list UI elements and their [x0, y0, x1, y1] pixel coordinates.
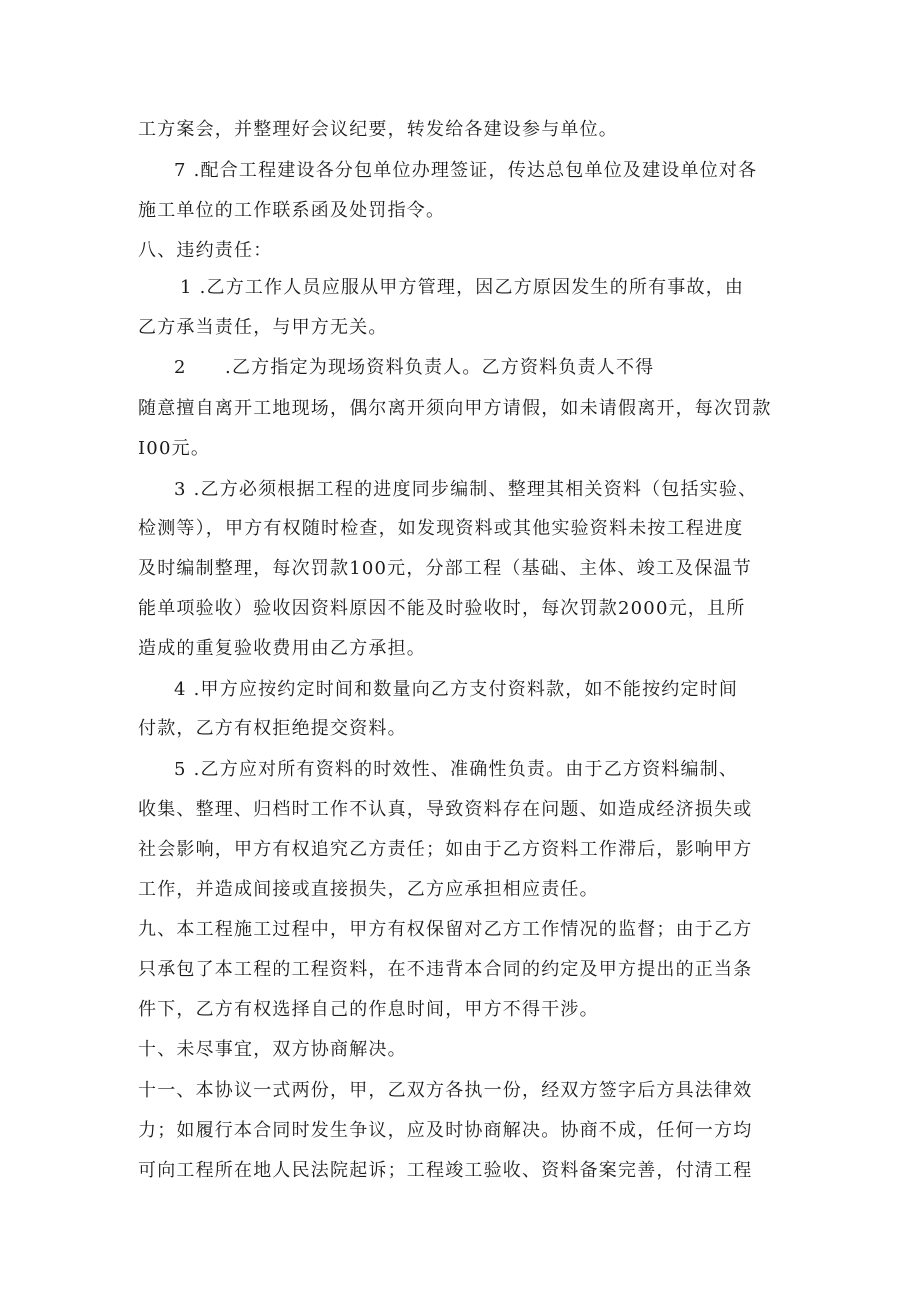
text-line: 能单项验收）验收因资料原因不能及时验收时，每次罚款2000元，且所 [138, 598, 746, 619]
text-line: 收集、整理、归档时工作不认真，导致资料存在问题、如造成经济损失或 [138, 799, 753, 820]
text-line: 7 .配合工程建设各分包单位办理签证，传达总包单位及建设单位对各 [174, 160, 758, 181]
text-line: 只承包了本工程的工程资料，在不违背本合同的约定及甲方提出的正当条 [138, 959, 753, 980]
text-line: 2 .乙方指定为现场资料负责人。乙方资料负责人不得 [174, 357, 655, 378]
text-line: 3 .乙方必须根据工程的进度同步编制、整理其相关资料（包括实验、 [174, 479, 758, 500]
text-line: I00元。 [138, 438, 211, 459]
text-line: 造成的重复验收费用由乙方承担。 [138, 638, 426, 659]
section-heading: 八、违约责任： [138, 240, 273, 261]
text-line: 1 .乙方工作人员应服从甲方管理，因乙方原因发生的所有事故，由 [180, 277, 745, 298]
text-line: 乙方承当责任，与甲方无关。 [138, 317, 388, 338]
text-line: 检测等），甲方有权随时检查，如发现资料或其他实验资料未按工程进度 [138, 518, 744, 539]
text-line: 工方案会，并整理好会议纪要，转发给各建设参与单位。 [138, 119, 618, 140]
text-line: 力；如履行本合同时发生争议，应及时协商解决。协商不成，任何一方均 [138, 1120, 753, 1141]
text-line: 工作，并造成间接或直接损失，乙方应承担相应责任。 [138, 879, 599, 900]
text-line: 付款，乙方有权拒绝提交资料。 [138, 718, 407, 739]
text-line: 社会影响，甲方有权追究乙方责任；如由于乙方资料工作滞后，影响甲方 [138, 839, 753, 860]
text-line: 可向工程所在地人民法院起诉；工程竣工验收、资料备案完善，付清工程 [138, 1160, 753, 1181]
section-heading: 十、未尽事宜，双方协商解决。 [138, 1039, 407, 1060]
text-line: 4 .甲方应按约定时间和数量向乙方支付资料款，如不能按约定时间 [174, 679, 739, 700]
text-line: 5 .乙方应对所有资料的时效性、准确性负责。由于乙方资料编制、 [174, 759, 739, 780]
text-line: 随意擅自离开工地现场，偶尔离开须向甲方请假，如未请假离开，每次罚款 [138, 398, 772, 419]
text-line: 件下，乙方有权选择自己的作息时间，甲方不得干涉。 [138, 999, 599, 1020]
section-heading: 九、本工程施工过程中，甲方有权保留对乙方工作情况的监督；由于乙方 [138, 919, 753, 940]
text-line: 施工单位的工作联系函及处罚指令。 [138, 200, 446, 221]
text-line: 及时编制整理，每次罚款100元，分部工程（基础、主体、竣工及保温节 [138, 558, 752, 579]
section-heading: 十一、本协议一式两份，甲，乙双方各执一份，经双方签字后方具法律效 [138, 1080, 753, 1101]
